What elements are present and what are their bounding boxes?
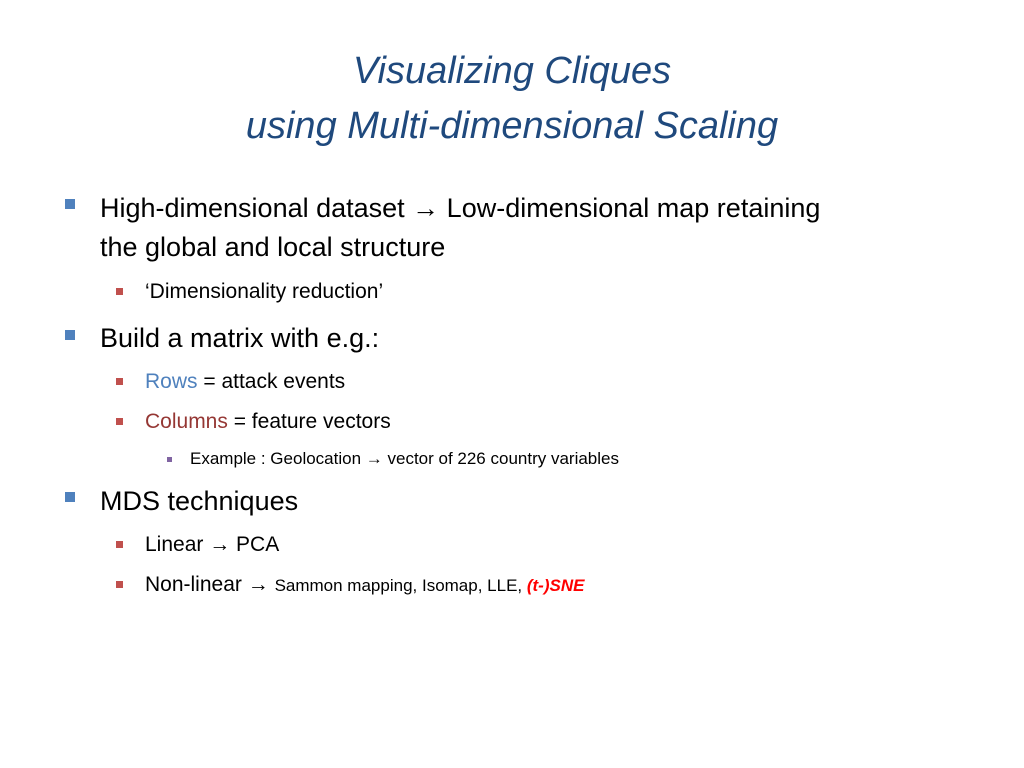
sub-bullet-rows [145, 367, 345, 397]
non-linear-methods: Sammon mapping, Isomap, LLE, [274, 576, 527, 595]
tsne-highlight: (t-)SNE [526, 576, 585, 595]
non-linear-label: Non-linear → [145, 573, 275, 596]
sub-bullet-square-icon [116, 418, 123, 425]
title-line-1: Visualizing Cliques [352, 50, 672, 92]
sub-bullet-columns [145, 407, 391, 437]
bullet-build-matrix: Build a matrix with e.g.: [100, 323, 380, 353]
sub-bullet-dimensionality-reduction: ‘Dimensionality reduction’ [145, 280, 384, 303]
sub-bullet-linear-pca: Linear → PCA [145, 533, 280, 556]
bullet-square-icon [65, 199, 75, 209]
sub-sub-bullet-geolocation-example: Example : Geolocation → vector of 226 country variables [190, 449, 619, 468]
sub-sub-bullet-square-icon [167, 457, 172, 462]
bullet-mds-techniques: MDS techniques [100, 486, 299, 516]
bullet-square-icon [65, 492, 75, 502]
sub-bullet-square-icon [116, 581, 123, 588]
bullet-square-icon [65, 330, 75, 340]
columns-keyword: Columns [145, 410, 228, 433]
bullet-high-dimensional-line2: the global and local structure [100, 232, 446, 262]
rows-description: = attack events [197, 370, 346, 393]
rows-keyword: Rows [145, 370, 198, 393]
columns-description: = feature vectors [227, 410, 391, 433]
sub-bullet-non-linear [145, 570, 584, 601]
sub-bullet-square-icon [116, 378, 123, 385]
bullet-high-dimensional-line1: High-dimensional dataset → Low-dimensional map retaining [100, 193, 821, 223]
sub-bullet-square-icon [116, 541, 123, 548]
title-line-2: using Multi-dimensional Scaling [245, 105, 779, 147]
sub-bullet-square-icon [116, 288, 123, 295]
